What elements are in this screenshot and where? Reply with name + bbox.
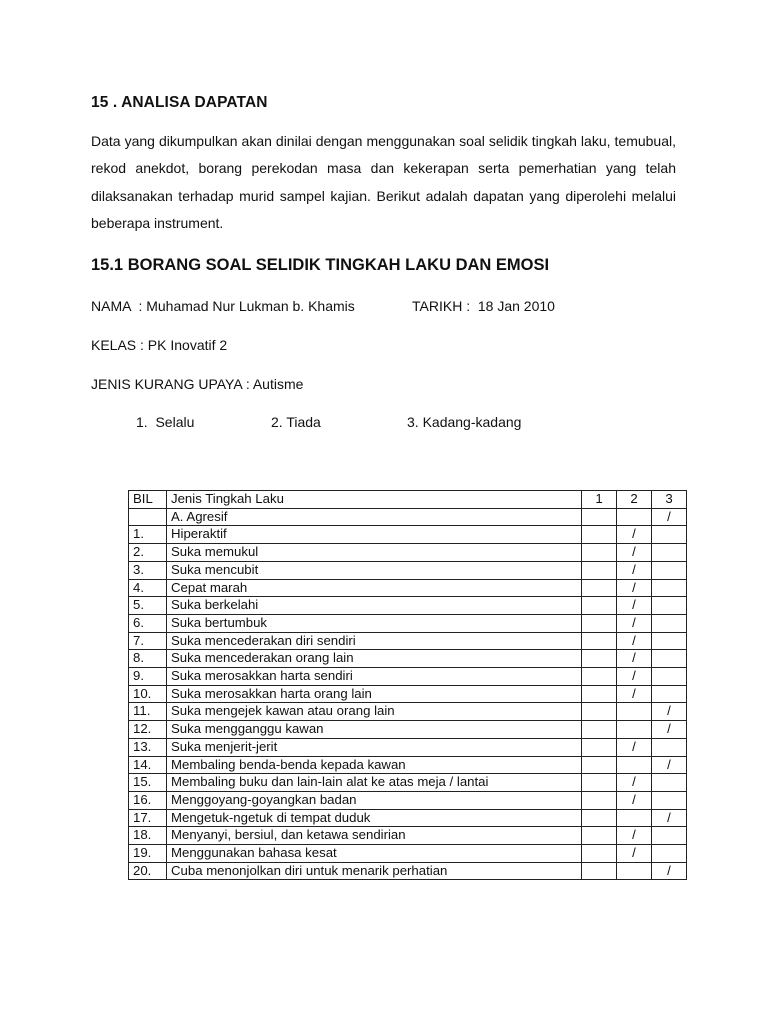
row-bil: 1. — [129, 526, 167, 544]
row-mark-1 — [582, 756, 617, 774]
row-mark-2 — [617, 756, 652, 774]
row-mark-1 — [582, 862, 617, 880]
row-item: Membaling buku dan lain-lain alat ke atas meja / lantai — [167, 774, 582, 792]
section-heading: 15 . ANALISA DAPATAN — [91, 94, 268, 111]
row-bil: 20. — [129, 862, 167, 880]
disability-type-field: JENIS KURANG UPAYA : Autisme — [91, 376, 304, 392]
row-bil: 9. — [129, 668, 167, 686]
row-item: Suka mengejek kawan atau orang lain — [167, 703, 582, 721]
table-row — [129, 597, 687, 615]
row-mark-2: / — [617, 738, 652, 756]
row-mark-2: / — [617, 544, 652, 562]
row-mark-1 — [582, 703, 617, 721]
row-mark-2 — [617, 721, 652, 739]
row-bil: 5. — [129, 597, 167, 615]
row-mark-2: / — [617, 526, 652, 544]
row-mark-2: / — [617, 632, 652, 650]
section-mark-1 — [582, 508, 617, 526]
row-bil: 2. — [129, 544, 167, 562]
table-row — [129, 791, 687, 809]
row-item: Cepat marah — [167, 579, 582, 597]
row-item: Suka mencubit — [167, 561, 582, 579]
row-mark-2 — [617, 862, 652, 880]
row-bil: 3. — [129, 561, 167, 579]
row-item: Suka bertumbuk — [167, 614, 582, 632]
class-field: KELAS : PK Inovatif 2 — [91, 337, 228, 353]
row-item: Suka merosakkan harta sendiri — [167, 668, 582, 686]
row-mark-3 — [652, 827, 687, 845]
row-bil: 14. — [129, 756, 167, 774]
row-bil: 17. — [129, 809, 167, 827]
row-mark-2: / — [617, 614, 652, 632]
row-bil: 4. — [129, 579, 167, 597]
table-header-row — [129, 491, 687, 509]
row-mark-1 — [582, 721, 617, 739]
row-mark-2 — [617, 703, 652, 721]
row-item: Suka berkelahi — [167, 597, 582, 615]
row-bil: 6. — [129, 614, 167, 632]
row-mark-3 — [652, 544, 687, 562]
row-mark-3 — [652, 614, 687, 632]
table-row — [129, 721, 687, 739]
row-mark-2: / — [617, 774, 652, 792]
row-mark-1 — [582, 809, 617, 827]
row-mark-2: / — [617, 845, 652, 863]
row-bil: 12. — [129, 721, 167, 739]
row-mark-3: / — [652, 703, 687, 721]
row-mark-3 — [652, 526, 687, 544]
date-field: TARIKH : 18 Jan 2010 — [412, 298, 555, 314]
row-mark-3 — [652, 791, 687, 809]
table-row — [129, 668, 687, 686]
row-mark-1 — [582, 668, 617, 686]
row-item: Mengetuk-ngetuk di tempat duduk — [167, 809, 582, 827]
row-mark-3 — [652, 650, 687, 668]
row-mark-3 — [652, 685, 687, 703]
row-item: Suka merosakkan harta orang lain — [167, 685, 582, 703]
row-mark-1 — [582, 738, 617, 756]
intro-paragraph: Data yang dikumpulkan akan dinilai dengan menggunakan soal selidik tingkah laku, temubual, rekod anekdot, borang perekodan masa dan kekerapan serta pemerhatian yang telah dilaksanakan terhadap murid sampel kajian. Berikut adalah dapatan yang diperolehi melalui beberapa instrument. — [91, 133, 676, 231]
table-row — [129, 738, 687, 756]
row-item: Membaling benda-benda kepada kawan — [167, 756, 582, 774]
row-mark-3 — [652, 668, 687, 686]
row-item: Suka mengganggu kawan — [167, 721, 582, 739]
row-bil: 15. — [129, 774, 167, 792]
table-section-row — [129, 508, 687, 526]
section-mark-3: / — [652, 508, 687, 526]
header-col-3: 3 — [652, 491, 687, 509]
row-mark-2 — [617, 809, 652, 827]
row-mark-3: / — [652, 756, 687, 774]
row-mark-1 — [582, 827, 617, 845]
row-mark-2: / — [617, 650, 652, 668]
legend-kadang: 3. Kadang-kadang — [407, 414, 522, 430]
row-item: Suka mencederakan orang lain — [167, 650, 582, 668]
row-bil: 8. — [129, 650, 167, 668]
table-row — [129, 845, 687, 863]
table-row — [129, 544, 687, 562]
header-col-2: 2 — [617, 491, 652, 509]
header-col-1: 1 — [582, 491, 617, 509]
row-item: Menyanyi, bersiul, dan ketawa sendirian — [167, 827, 582, 845]
legend-selalu: 1. Selalu — [136, 414, 195, 430]
row-mark-1 — [582, 845, 617, 863]
section-label: A. Agresif — [167, 508, 582, 526]
row-mark-1 — [582, 632, 617, 650]
row-mark-3: / — [652, 862, 687, 880]
row-bil: 7. — [129, 632, 167, 650]
row-mark-3 — [652, 597, 687, 615]
row-mark-1 — [582, 579, 617, 597]
row-mark-3 — [652, 738, 687, 756]
row-mark-1 — [582, 614, 617, 632]
row-mark-2: / — [617, 685, 652, 703]
row-mark-2: / — [617, 668, 652, 686]
row-mark-1 — [582, 650, 617, 668]
row-mark-3: / — [652, 721, 687, 739]
row-mark-1 — [582, 791, 617, 809]
behaviour-table — [128, 490, 687, 880]
row-item: Hiperaktif — [167, 526, 582, 544]
section-mark-2 — [617, 508, 652, 526]
name-field: NAMA : Muhamad Nur Lukman b. Khamis — [91, 298, 355, 314]
table-row — [129, 862, 687, 880]
row-mark-2: / — [617, 827, 652, 845]
row-item: Menggoyang-goyangkan badan — [167, 791, 582, 809]
row-mark-3 — [652, 579, 687, 597]
row-mark-1 — [582, 561, 617, 579]
row-mark-3 — [652, 561, 687, 579]
subsection-heading: 15.1 BORANG SOAL SELIDIK TINGKAH LAKU DAN EMOSI — [91, 256, 550, 274]
row-bil: 10. — [129, 685, 167, 703]
table-row — [129, 809, 687, 827]
row-mark-3 — [652, 774, 687, 792]
table-row — [129, 685, 687, 703]
table-row — [129, 650, 687, 668]
table-row — [129, 774, 687, 792]
table-row — [129, 614, 687, 632]
row-bil: 13. — [129, 738, 167, 756]
table-row — [129, 526, 687, 544]
row-mark-3: / — [652, 809, 687, 827]
row-bil: 11. — [129, 703, 167, 721]
row-mark-1 — [582, 685, 617, 703]
row-mark-1 — [582, 774, 617, 792]
section-bil-cell — [129, 508, 167, 526]
row-mark-1 — [582, 597, 617, 615]
header-jenis: Jenis Tingkah Laku — [167, 491, 582, 509]
row-item: Suka menjerit-jerit — [167, 738, 582, 756]
table-row — [129, 579, 687, 597]
row-mark-3 — [652, 632, 687, 650]
row-mark-1 — [582, 526, 617, 544]
row-mark-2: / — [617, 597, 652, 615]
table-row — [129, 632, 687, 650]
table-row — [129, 756, 687, 774]
row-bil: 19. — [129, 845, 167, 863]
table-row — [129, 561, 687, 579]
header-bil: BIL — [129, 491, 167, 509]
table-row — [129, 827, 687, 845]
row-item: Menggunakan bahasa kesat — [167, 845, 582, 863]
row-mark-2: / — [617, 791, 652, 809]
row-mark-1 — [582, 544, 617, 562]
row-mark-3 — [652, 845, 687, 863]
row-bil: 16. — [129, 791, 167, 809]
row-item: Suka mencederakan diri sendiri — [167, 632, 582, 650]
row-mark-2: / — [617, 579, 652, 597]
row-mark-2: / — [617, 561, 652, 579]
row-bil: 18. — [129, 827, 167, 845]
row-item: Cuba menonjolkan diri untuk menarik perhatian — [167, 862, 582, 880]
legend-tiada: 2. Tiada — [271, 414, 321, 430]
table-row — [129, 703, 687, 721]
row-item: Suka memukul — [167, 544, 582, 562]
